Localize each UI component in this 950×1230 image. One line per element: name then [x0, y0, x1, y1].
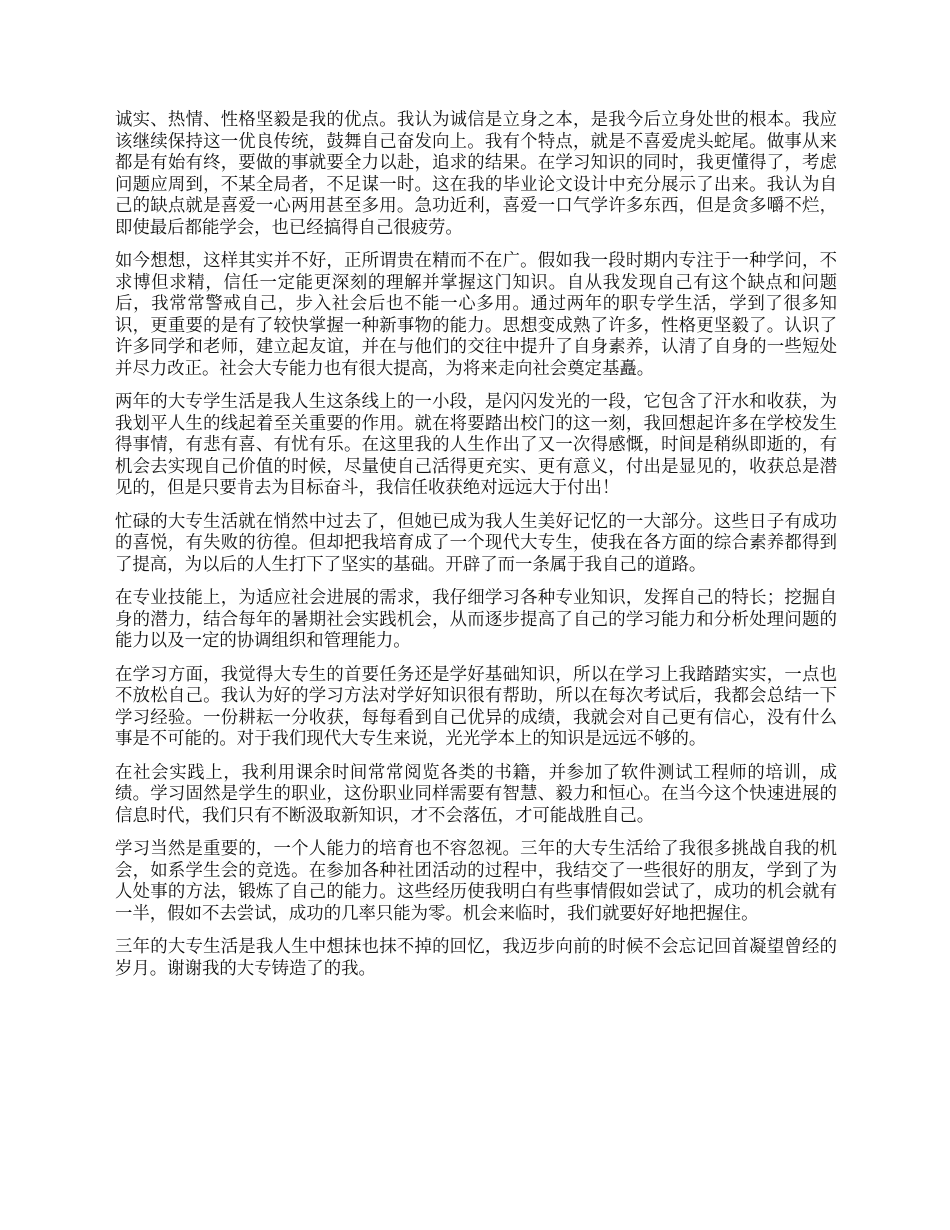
paragraph-8: 学习当然是重要的，一个人能力的培育也不容忽视。三年的大专生活给了我很多挑战自我的机会，如系学生会的竞选。在参加各种社团活动的过程中，我结交了一些很好的朋友，学到了为人处事的方法，锻炼了自己的能力。这些经历使我明白有些事情假如尝试了，成功的机会就有一半，假如不去尝试，成功的几率只能为零。机会来临时，我们就要好好地把握住。	[115, 839, 837, 924]
paragraph-6: 在学习方面，我觉得大专生的首要任务还是学好基础知识，所以在学习上我踏踏实实，一点也不放松自己。我认为好的学习方法对学好知识很有帮助，所以在每次考试后，我都会总结一下学习经验。一份耕耘一分收获，每每看到自己优异的成绩，我就会对自己更有信心，没有什么事是不可能的。对于我们现代大专生来说，光光学本上的知识是远远不够的。	[115, 664, 837, 749]
document-body	[115, 110, 837, 992]
paragraph-9: 三年的大专生活是我人生中想抹也抹不掉的回忆，我迈步向前的时候不会忘记回首凝望曾经的岁月。谢谢我的大专铸造了的我。	[115, 937, 837, 979]
paragraph-5: 在专业技能上，为适应社会进展的需求，我仔细学习各种专业知识，发挥自己的特长；挖掘自身的潜力，结合每年的暑期社会实践机会，从而逐步提高了自己的学习能力和分析处理问题的能力以及一定的协调组织和管理能力。	[115, 588, 837, 651]
paragraph-2: 如今想想，这样其实并不好，正所谓贵在精而不在广。假如我一段时期内专注于一种学问，不求博但求精，信任一定能更深刻的理解并掌握这门知识。自从我发现自己有这个缺点和问题后，我常常警戒自己，步入社会后也不能一心多用。通过两年的职专学生活，学到了很多知识，更重要的是有了较快掌握一种新事物的能力。思想变成熟了许多，性格更坚毅了。认识了许多同学和老师，建立起友谊，并在与他们的交往中提升了自身素养，认清了自身的一些短处并尽力改正。社会大专能力也有很大提高，为将来走向社会奠定基矗。	[115, 251, 837, 379]
paragraph-4: 忙碌的大专生活就在悄然中过去了，但她已成为我人生美好记忆的一大部分。这些日子有成功的喜悦，有失败的彷徨。但却把我培育成了一个现代大专生，使我在各方面的综合素养都得到了提高，为以后的人生打下了坚实的基础。开辟了而一条属于我自己的道路。	[115, 511, 837, 575]
paragraph-3: 两年的大专学生活是我人生这条线上的一小段，是闪闪发光的一段，它包含了汗水和收获，为我划平人生的线起着至关重要的作用。就在将要踏出校门的这一刻，我回想起许多在学校发生得事情，有悲有喜、有忧有乐。在这里我的人生作出了又一次得感慨，时间是稍纵即逝的，有机会去实现自己价值的时候，尽量使自己活得更充实、更有意义，付出是显见的，收获总是潜见的，但是只要肯去为目标奋斗，我信任收获绝对远远大于付出！	[115, 392, 837, 498]
paragraph-7: 在社会实践上，我利用课余时间常常阅览各类的书籍，并参加了软件测试工程师的培训，成绩。学习固然是学生的职业，这份职业同样需要有智慧、毅力和恒心。在当今这个快速进展的信息时代，我们只有不断汲取新知识，才不会落伍，才可能战胜自己。	[115, 762, 837, 826]
paragraph-1: 诚实、热情、性格坚毅是我的优点。我认为诚信是立身之本，是我今后立身处世的根本。我应该继续保持这一优良传统，鼓舞自己奋发向上。我有个特点，就是不喜爱虎头蛇尾。做事从来都是有始有终，要做的事就要全力以赴，追求的结果。在学习知识的同时，我更懂得了，考虑问题应周到，不某全局者，不足谋一时。这在我的毕业论文设计中充分展示了出来。我认为自己的缺点就是喜爱一心两用甚至多用。急功近利，喜爱一口气学许多东西，但是贪多嚼不烂，即使最后都能学会，也已经搞得自己很疲劳。	[115, 110, 837, 238]
